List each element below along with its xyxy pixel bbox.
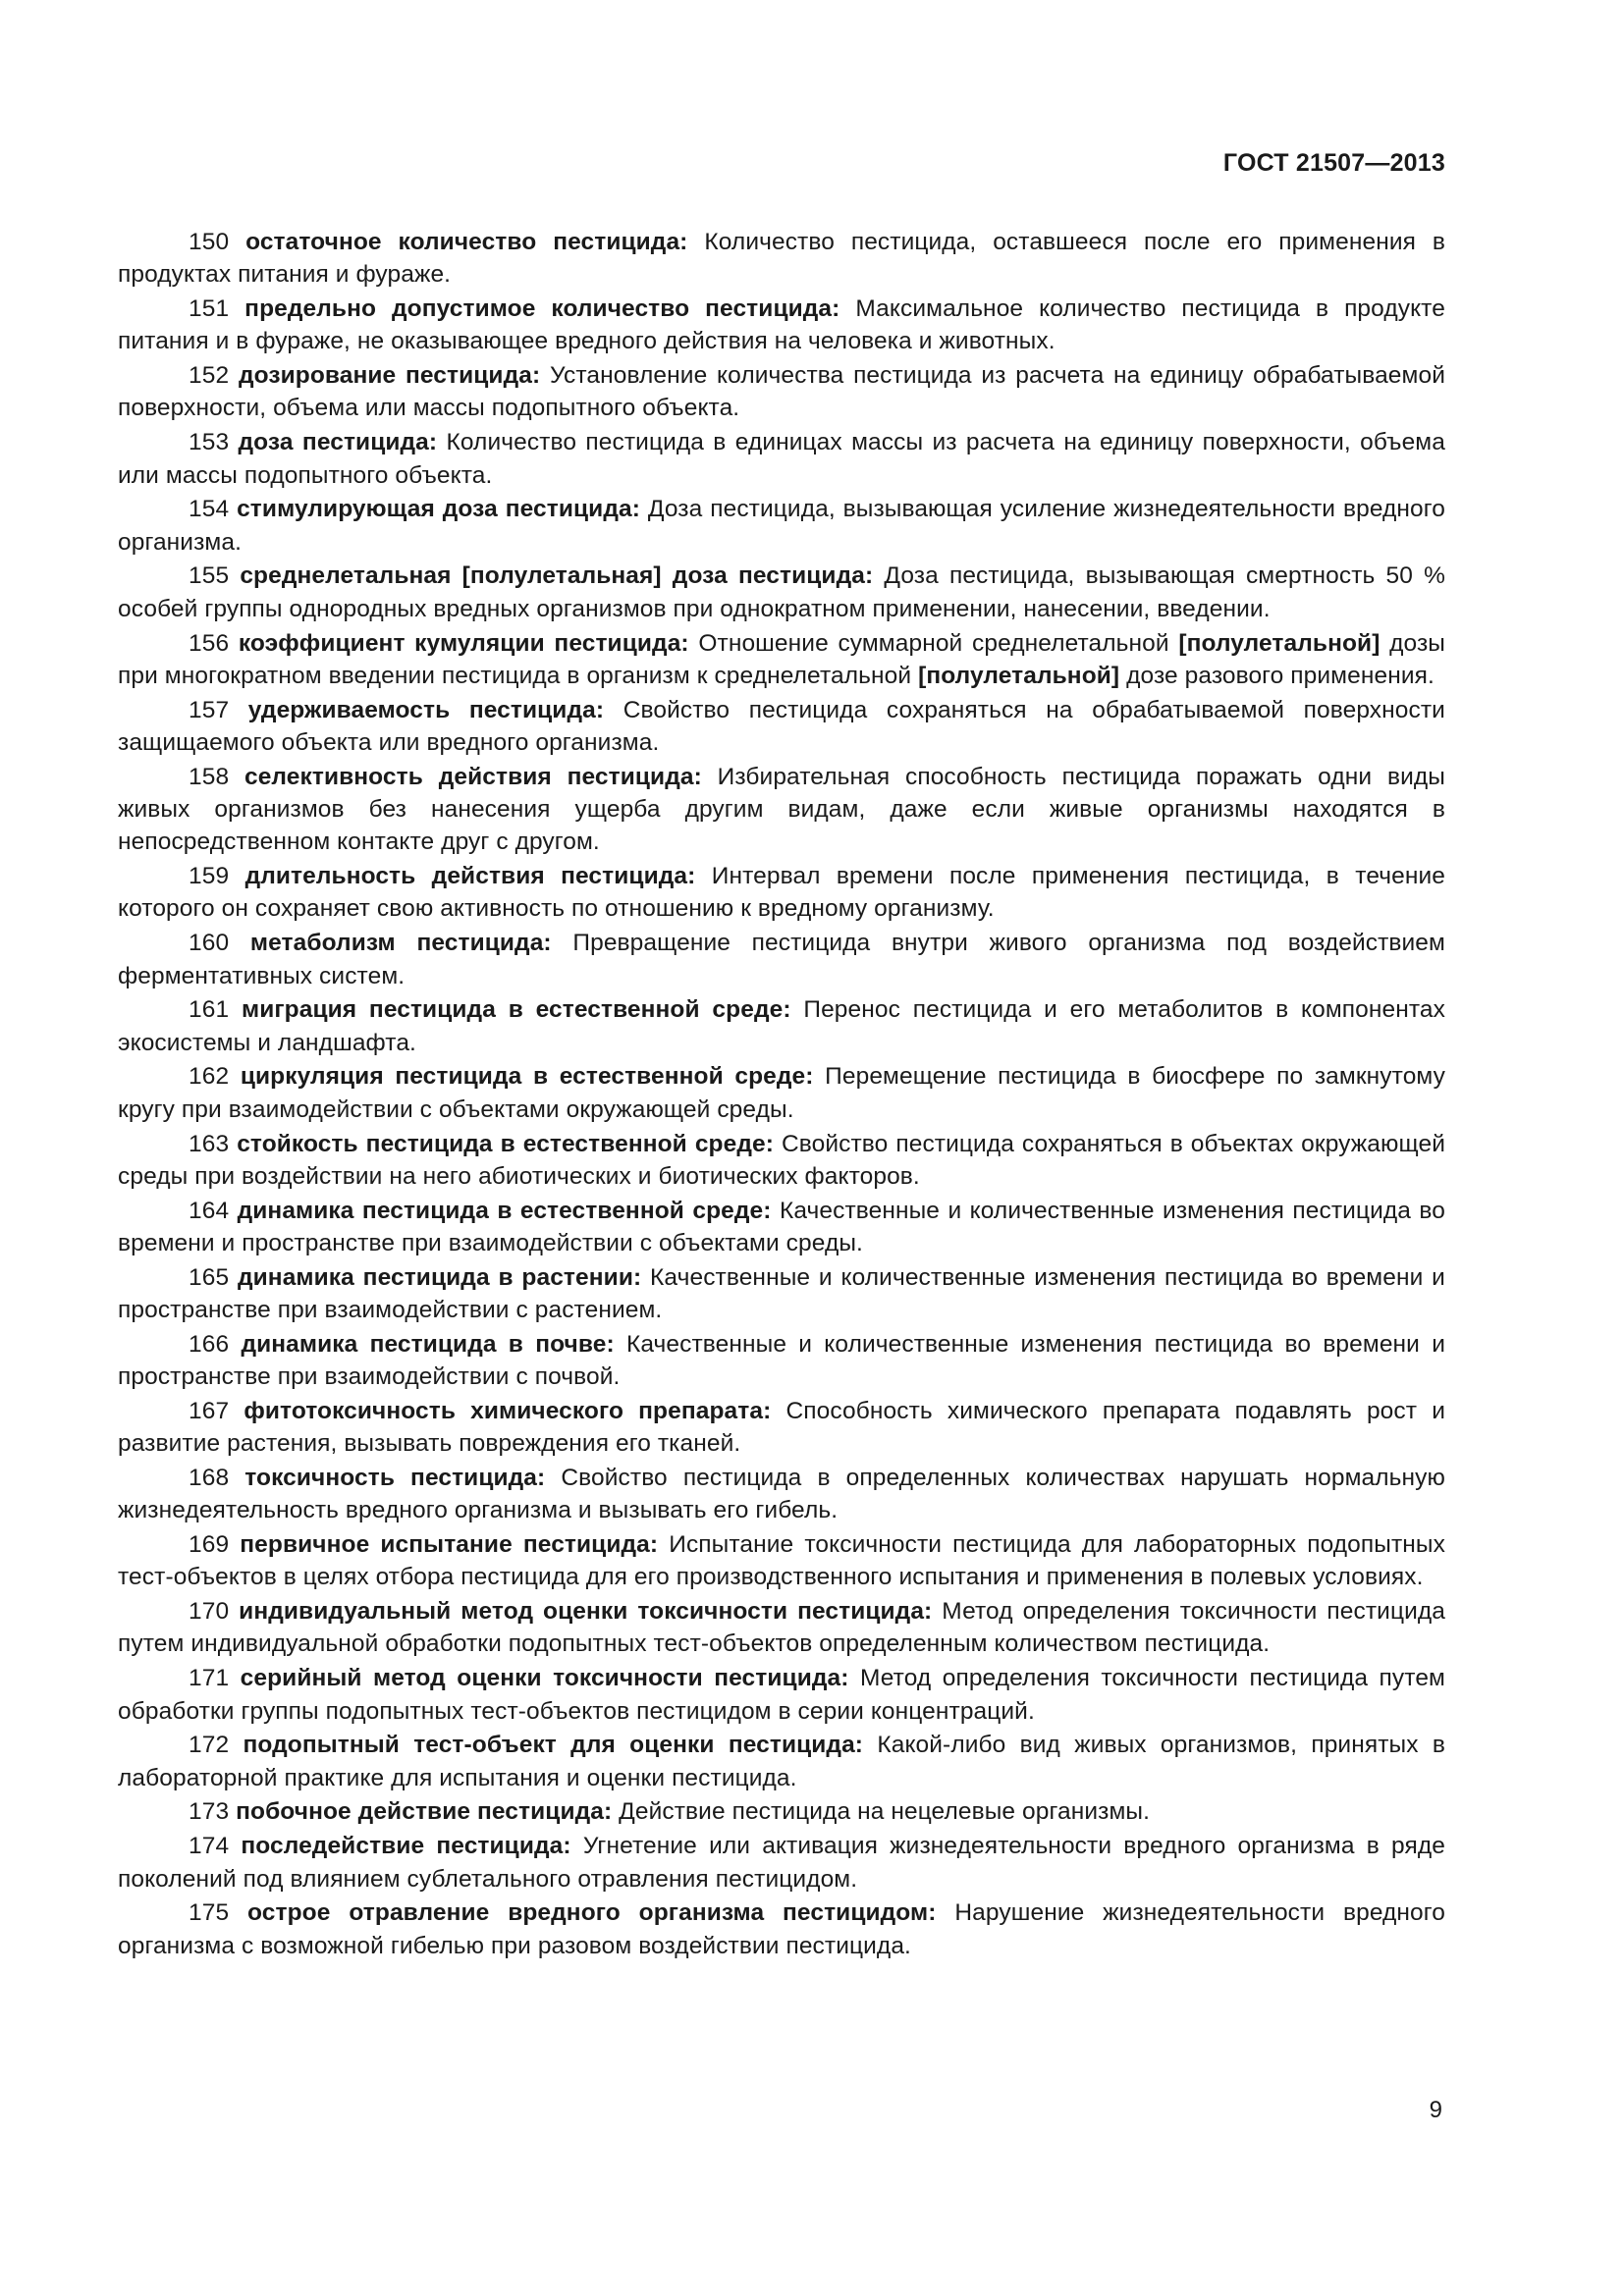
term-title: стойкость пестицида в естественной среде: — [237, 1130, 774, 1157]
term-number: 165 — [189, 1263, 230, 1291]
term-definition: Качественные и количественные изменения пестицида во времени и пространстве при взаимодействии с растением. — [118, 1263, 1445, 1323]
term-title: длительность действия пестицида: — [244, 863, 696, 890]
term-entry-152 — [118, 359, 1445, 425]
term-definition-part: Отношение суммарной среднелетальной — [698, 629, 1179, 657]
term-definition: Метод определения токсичности пестицида путем индивидуальной обработки подопытных тест-объектов определенным количеством пестицида. — [118, 1598, 1445, 1658]
term-title: среднелетальная [полулетальная] доза пестицида: — [240, 562, 874, 590]
term-title: предельно допустимое количество пестицида: — [244, 295, 840, 323]
term-title: доза пестицида: — [238, 429, 438, 456]
term-definition-part: дозы при многократном введении пестицида в организм к среднелетальной — [118, 629, 1446, 689]
terms-list — [118, 226, 1445, 1963]
term-entry-171 — [118, 1662, 1445, 1728]
term-number: 173 — [189, 1798, 230, 1826]
term-title: фитотоксичность химического препарата: — [244, 1397, 772, 1424]
term-number: 174 — [189, 1833, 230, 1860]
term-number: 167 — [189, 1397, 230, 1424]
term-definition: Количество пестицида в единицах массы из расчета на единицу поверхности, объема или массы подопытного объекта. — [118, 429, 1445, 489]
term-definition: Перенос пестицида и его метаболитов в компонентах экосистемы и ландшафта. — [118, 996, 1445, 1056]
term-number: 158 — [189, 763, 230, 790]
term-title: острое отравление вредного организма пестицидом: — [247, 1899, 937, 1927]
term-title: последействие пестицида: — [241, 1833, 571, 1860]
term-title: коэффициент кумуляции пестицида: — [238, 629, 689, 657]
term-entry-158 — [118, 761, 1445, 859]
term-definition-emphasis: [полулетальной] — [1178, 629, 1380, 657]
term-entry-164 — [118, 1195, 1445, 1260]
term-definition: Угнетение или активация жизнедеятельности вредного организма в ряде поколений под влиянием сублетального отравления пестицидом. — [118, 1833, 1445, 1893]
term-definition: Нарушение жизнедеятельности вредного организма с возможной гибелью при разовом воздействии пестицида. — [118, 1899, 1445, 1959]
term-definition: Какой-либо вид живых организмов, принятых в лабораторной практике для испытания и оценки пестицида. — [118, 1732, 1445, 1791]
term-definition: Свойство пестицида в определенных количествах нарушать нормальную жизнедеятельность вредного организма и вызывать его гибель. — [118, 1464, 1445, 1524]
term-number: 164 — [189, 1197, 230, 1224]
term-entry-154 — [118, 493, 1445, 559]
term-number: 168 — [189, 1464, 230, 1491]
term-definition: Максимальное количество пестицида в продукте питания и в фураже, не оказывающее вредного действия на человека и животных. — [118, 295, 1445, 355]
term-title: динамика пестицида в естественной среде: — [237, 1197, 772, 1224]
term-definition: Действие пестицида на нецелевые организмы. — [619, 1798, 1151, 1826]
term-definition-part: дозе разового применения. — [1119, 662, 1435, 689]
term-number: 150 — [189, 229, 230, 255]
term-title: индивидуальный метод оценки токсичности пестицида: — [239, 1598, 933, 1626]
term-definition: Избирательная способность пестицида поражать одни виды живых организмов без нанесения ущерба другим видам, даже если живые организмы находятся в непосредственном контакте друг с другом. — [118, 763, 1445, 856]
term-entry-169 — [118, 1528, 1445, 1594]
term-title: динамика пестицида в почве: — [241, 1330, 615, 1358]
term-title: первичное испытание пестицида: — [240, 1531, 659, 1559]
term-entry-159 — [118, 860, 1445, 926]
term-number: 172 — [189, 1732, 230, 1759]
term-number: 170 — [189, 1598, 230, 1626]
term-title: серийный метод оценки токсичности пестицида: — [240, 1665, 849, 1692]
term-title: удерживаемость пестицида: — [247, 696, 605, 723]
term-number: 159 — [189, 863, 230, 890]
term-definition: Количество пестицида, оставшееся после его применения в продуктах питания и фураже. — [118, 229, 1445, 289]
term-entry-168 — [118, 1462, 1445, 1527]
term-title: дозирование пестицида: — [238, 362, 541, 390]
term-definition: Свойство пестицида сохраняться на обрабатываемой поверхности защищаемого объекта или вредного организма. — [118, 696, 1445, 756]
term-entry-160 — [118, 927, 1445, 992]
term-definition: Превращение пестицида внутри живого организма под воздействием ферментативных систем. — [118, 930, 1445, 989]
term-definition: Качественные и количественные изменения пестицида во времени и пространстве при взаимодействии с почвой. — [118, 1330, 1445, 1391]
term-definition: Испытание токсичности пестицида для лабораторных подопытных тест-объектов в целях отбора пестицида для его производственного испытания и применения в полевых условиях. — [118, 1531, 1445, 1591]
term-number: 162 — [189, 1063, 230, 1091]
term-number: 155 — [189, 562, 230, 590]
term-definition: Доза пестицида, вызывающая смертность 50 % особей группы однородных вредных организмов при однократном применении, нанесении, введении. — [118, 562, 1445, 622]
term-definition: Перемещение пестицида в биосфере по замкнутому кругу при взаимодействии с объектами окружающей среды. — [118, 1063, 1445, 1123]
document-code-header: ГОСТ 21507—2013 — [1222, 149, 1445, 177]
term-title: селективность действия пестицида: — [244, 763, 702, 790]
term-number: 153 — [189, 429, 230, 456]
term-entry-161 — [118, 993, 1445, 1059]
term-number: 163 — [189, 1130, 230, 1157]
term-title: метаболизм пестицида: — [249, 930, 552, 957]
term-title: стимулирующая доза пестицида: — [237, 496, 640, 523]
term-number: 171 — [189, 1665, 230, 1692]
term-entry-157 — [118, 694, 1445, 760]
term-definition: Качественные и количественные изменения пестицида во времени и пространстве при взаимодействии с объектами среды. — [118, 1197, 1445, 1256]
term-entry-150 — [118, 226, 1445, 292]
term-definition-emphasis: [полулетальной] — [918, 662, 1120, 689]
term-number: 161 — [189, 996, 230, 1024]
term-entry-156 — [118, 627, 1445, 693]
term-title: побочное действие пестицида: — [236, 1798, 613, 1826]
term-entry-174 — [118, 1830, 1445, 1896]
term-number: 160 — [189, 930, 230, 957]
term-definition: Метод определения токсичности пестицида путем обработки группы подопытных тест-объектов пестицидом в серии концентраций. — [118, 1665, 1445, 1725]
term-number: 169 — [189, 1531, 230, 1559]
term-definition: Свойство пестицида сохраняться в объектах окружающей среды при воздействии на него абиотических и биотических факторов. — [118, 1130, 1445, 1190]
term-number: 151 — [189, 295, 230, 323]
term-title: миграция пестицида в естественной среде: — [241, 996, 791, 1024]
term-number: 152 — [189, 362, 230, 390]
term-title: подопытный тест-объект для оценки пестицида: — [243, 1732, 864, 1759]
page-number: 9 — [1429, 2097, 1442, 2123]
term-definition: Интервал времени после применения пестицида, в течение которого он сохраняет свою активность по отношению к вредному организму. — [118, 863, 1445, 923]
term-definition: Способность химического препарата подавлять рост и развитие растения, вызывать повреждения его тканей. — [118, 1397, 1445, 1458]
term-definition: Установление количества пестицида из расчета на единицу обрабатываемой поверхности, объема или массы подопытного объекта. — [118, 362, 1445, 422]
term-title: динамика пестицида в растении: — [237, 1263, 642, 1291]
term-entry-155 — [118, 560, 1445, 625]
term-entry-162 — [118, 1060, 1445, 1126]
term-entry-163 — [118, 1128, 1445, 1194]
term-title: токсичность пестицида: — [244, 1464, 546, 1491]
term-number: 166 — [189, 1330, 230, 1358]
term-number: 154 — [189, 496, 230, 523]
term-number: 157 — [189, 696, 230, 723]
term-entry-173 — [118, 1795, 1445, 1828]
term-entry-153 — [118, 426, 1445, 492]
term-entry-175 — [118, 1896, 1445, 1962]
term-number: 175 — [189, 1899, 230, 1927]
term-entry-167 — [118, 1395, 1445, 1461]
term-number: 156 — [189, 629, 230, 657]
term-entry-172 — [118, 1729, 1445, 1794]
term-title: остаточное количество пестицида: — [245, 229, 688, 255]
term-entry-165 — [118, 1261, 1445, 1327]
term-title: циркуляция пестицида в естественной среде: — [240, 1063, 814, 1091]
term-entry-166 — [118, 1328, 1445, 1394]
term-entry-170 — [118, 1595, 1445, 1661]
term-definition: Доза пестицида, вызывающая усиление жизнедеятельности вредного организма. — [118, 496, 1445, 556]
term-entry-151 — [118, 293, 1445, 358]
